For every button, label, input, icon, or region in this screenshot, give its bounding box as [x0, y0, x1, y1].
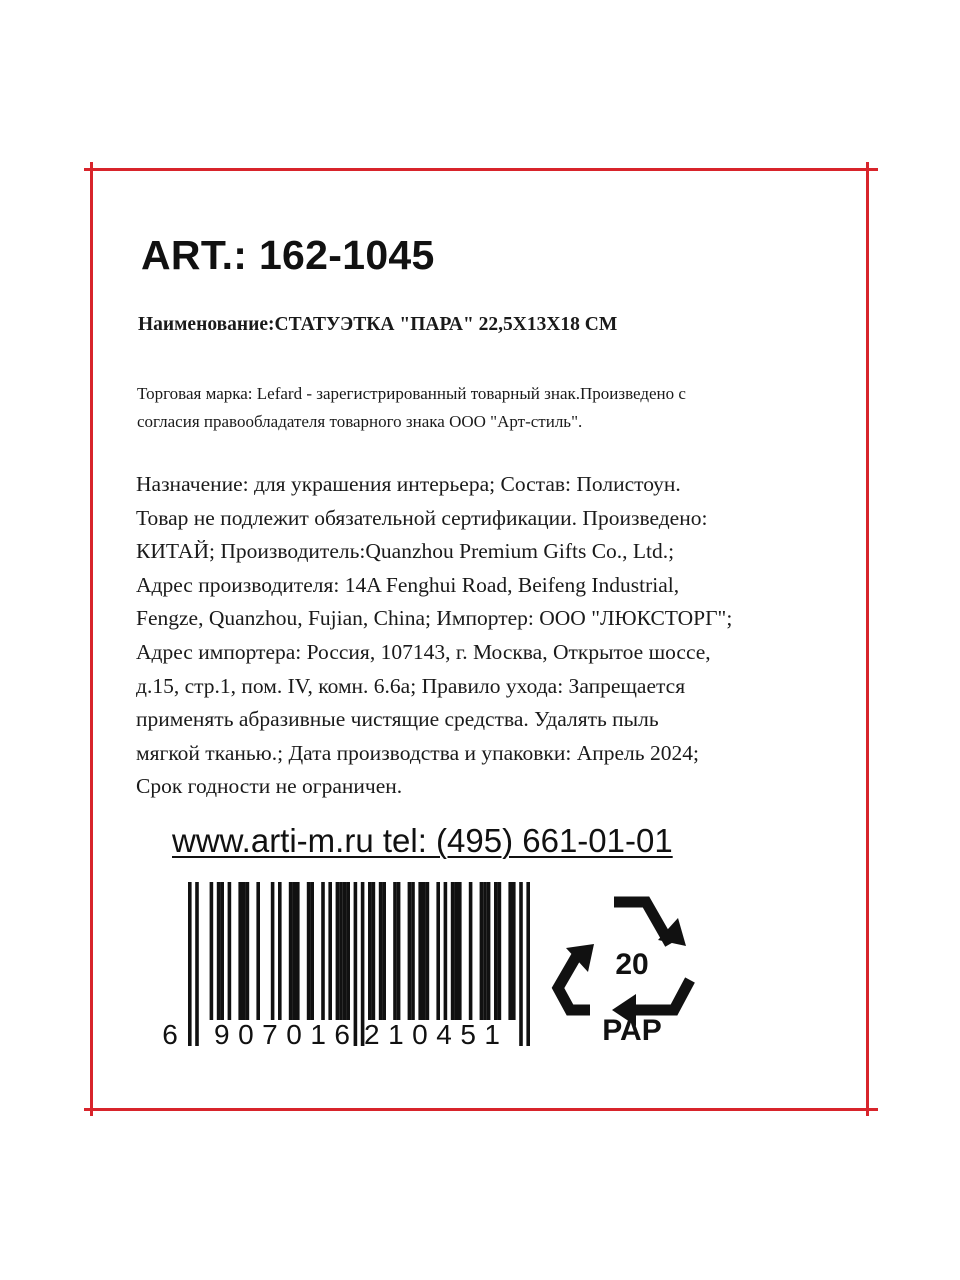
barcode-bar [368, 882, 372, 1020]
article-number: ART.: 162-1045 [141, 232, 435, 278]
description-line: КИТАЙ; Производитель:Quanzhou Premium Gifts Co., Ltd.; [136, 539, 675, 564]
barcode-bar [310, 882, 314, 1020]
description-line: Адрес производителя: 14A Fenghui Road, Beifeng Industrial, [136, 572, 680, 597]
trademark-line: согласия правообладателя товарного знака ООО "Арт-стиль". [137, 412, 583, 431]
barcode-bar [328, 882, 332, 1020]
crop-line-bottom [84, 1108, 878, 1111]
barcode-bar [238, 882, 242, 1020]
description-line: д.15, стр.1, пом. IV, комн. 6.6а; Правило ухода: Запрещается [136, 673, 686, 698]
barcode-bar [418, 882, 422, 1020]
description-line: Срок годности не ограничен. [136, 774, 403, 799]
barcode-bar [519, 882, 523, 1046]
barcode-bar [382, 882, 386, 1020]
product-description [136, 468, 836, 804]
barcode-bar [393, 882, 397, 1020]
barcode-digits-right: 210451 [364, 1019, 500, 1050]
barcode-bar [480, 882, 484, 1020]
recycle-icon [550, 888, 710, 1048]
trademark-notice [137, 380, 837, 436]
crop-line-left [90, 162, 93, 1116]
barcode-bar [354, 882, 358, 1046]
barcode-bar [220, 882, 224, 1020]
barcode [160, 876, 530, 1056]
barcode-bar [422, 882, 426, 1020]
trademark-line: Торговая марка: Lefard - зарегистрированный товарный знак.Произведено с [137, 384, 686, 403]
barcode-bar [426, 882, 430, 1020]
barcode-bar [307, 882, 311, 1020]
barcode-bar [278, 882, 282, 1020]
barcode-bar [289, 882, 293, 1020]
barcode-bar [436, 882, 440, 1020]
barcode-bar [469, 882, 473, 1020]
barcode-bar [498, 882, 502, 1020]
barcode-bar [526, 882, 530, 1046]
barcode-bar [296, 882, 300, 1020]
barcode-bar [242, 882, 246, 1020]
description-line: мягкой тканью.; Дата производства и упаковки: Апрель 2024; [136, 740, 699, 765]
barcode-bar [397, 882, 401, 1020]
barcode-bar [451, 882, 455, 1020]
recycle-code: 20 [615, 948, 649, 981]
barcode-bar [483, 882, 487, 1020]
barcode-bar [408, 882, 412, 1020]
barcode-bar [210, 882, 214, 1020]
barcode-bar [444, 882, 448, 1020]
barcode-bar [372, 882, 376, 1020]
barcode-bar [195, 882, 199, 1046]
barcode-bar [346, 882, 350, 1020]
barcode-bar [343, 882, 347, 1020]
product-name: Наименование:СТАТУЭТКА "ПАРА" 22,5X13X18 СМ [138, 314, 618, 335]
barcode-bar [339, 882, 343, 1020]
barcode-bar [256, 882, 260, 1020]
barcode-bar [454, 882, 458, 1020]
description-line: Товар не подлежит обязательной сертификации. Произведено: [136, 505, 708, 530]
description-line: Адрес импортера: Россия, 107143, г. Москва, Открытое шоссе, [136, 639, 711, 664]
barcode-bar [292, 882, 296, 1020]
recycle-material: PAP [602, 1014, 662, 1047]
crop-line-top [84, 168, 878, 171]
barcode-bar [271, 882, 275, 1020]
contact-line: www.arti-m.ru tel: (495) 661-01-01 [172, 822, 673, 859]
barcode-digits-left: 907016 [214, 1019, 350, 1050]
barcode-digit-first: 6 [162, 1019, 178, 1050]
barcode-bar [458, 882, 462, 1020]
barcode-bar [512, 882, 516, 1020]
barcode-bar [487, 882, 491, 1020]
description-line: Назначение: для украшения интерьера; Состав: Полистоун. [136, 472, 681, 496]
barcode-bar [321, 882, 325, 1020]
barcode-bar [246, 882, 250, 1020]
description-line: применять абразивные чистящие средства. Удалять пыль [136, 707, 659, 732]
barcode-bar [379, 882, 383, 1020]
barcode-bar [188, 882, 192, 1046]
crop-line-right [866, 162, 869, 1116]
barcode-bar [411, 882, 415, 1020]
description-line: Fengze, Quanzhou, Fujian, China; Импортер: ООО "ЛЮКСТОРГ"; [136, 606, 733, 631]
barcode-bar [508, 882, 512, 1020]
barcode-bar [217, 882, 221, 1020]
barcode-bar [494, 882, 498, 1020]
barcode-bar [228, 882, 232, 1020]
barcode-bar [336, 882, 340, 1020]
